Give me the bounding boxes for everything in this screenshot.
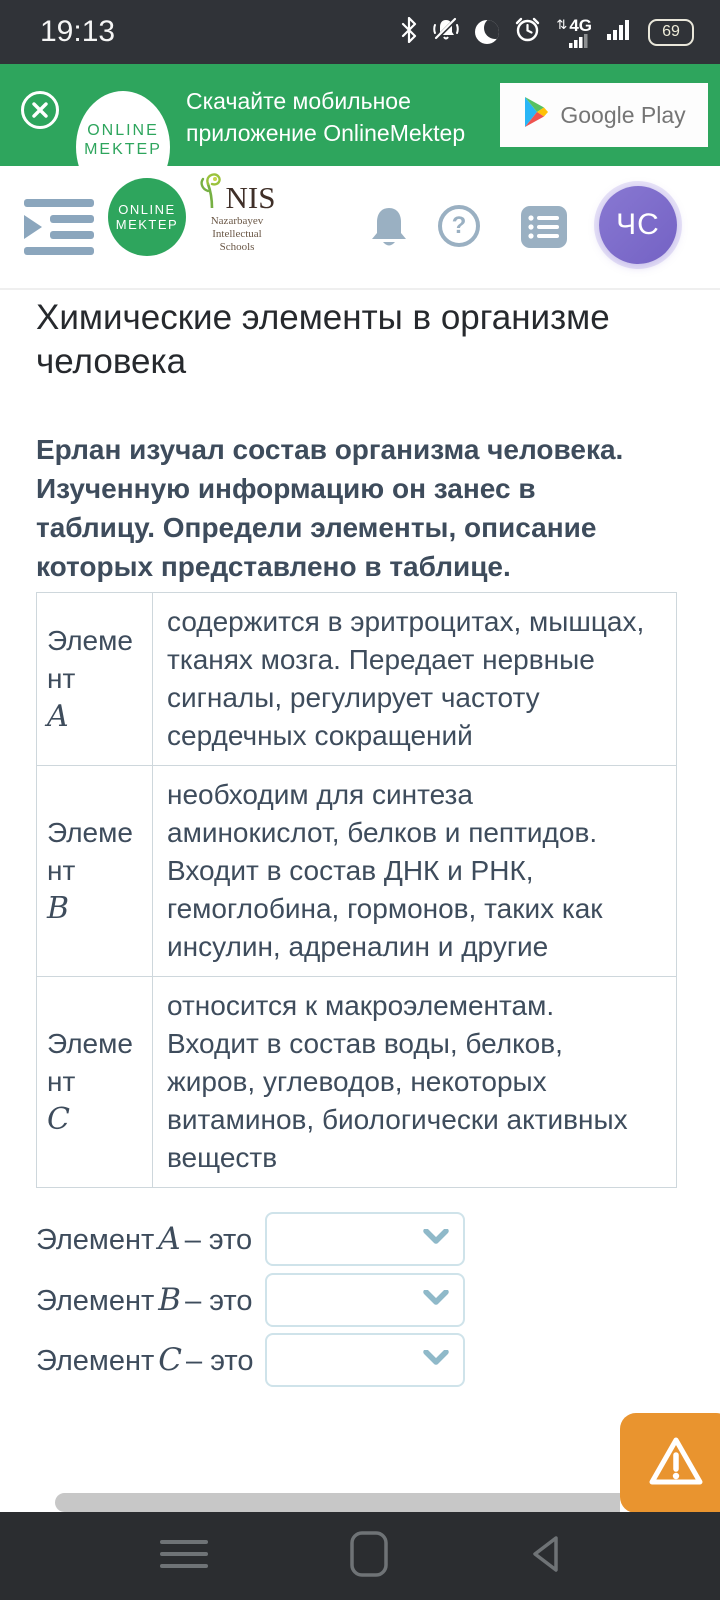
sidebar-toggle-icon[interactable] [24,199,94,260]
battery-icon [648,19,694,46]
answer-row-c [36,1333,684,1387]
element-a-dropdown[interactable] [265,1212,465,1266]
page-title: Химические элементы в организме человека [36,298,610,381]
night-mode-icon [475,20,499,44]
element-a-cell: Элемент A [37,593,153,766]
alarm-icon [514,16,541,48]
task-description: Ерлан изучал состав организма человека. Изученную информацию он занес в таблицу. Определи элементы, описание которых представлено в таблице. [36,434,624,582]
nis-sprout-icon [199,172,225,213]
avatar-initials: ЧС [616,208,660,241]
app-header [0,166,720,290]
table-row [37,593,677,766]
vibrate-off-icon [432,17,460,48]
answer-label: Элемент A – это [36,1221,253,1257]
element-c-dropdown[interactable] [265,1333,465,1387]
chevron-down-icon [423,1229,449,1249]
horizontal-scrollbar[interactable] [55,1493,620,1512]
chevron-down-icon [423,1290,449,1310]
answer-row-b [36,1273,684,1327]
signal-strength-icon [607,20,633,45]
status-bar [0,0,720,64]
answer-label: Элемент B – это [36,1282,253,1318]
app-download-banner [0,64,720,166]
google-play-button[interactable] [500,83,708,147]
element-c-cell: Элемент C [37,977,153,1188]
warning-triangle-icon [647,1434,705,1493]
help-icon[interactable]: ? [438,205,480,247]
nav-home-icon[interactable] [349,1530,389,1583]
network-4g-icon: ⇅ 4G [556,17,592,48]
element-a-description: содержится в эритроцитах, мышцах, тканях мозга. Передает нервные сигналы, регулирует частоту сердечных сокращений [153,593,677,766]
table-row [37,977,677,1188]
user-avatar[interactable] [599,186,677,264]
element-b-cell: Элемент B [37,766,153,977]
table-row [37,766,677,977]
element-b-dropdown[interactable] [265,1273,465,1327]
close-icon[interactable] [21,91,59,129]
onlinemektep-logo: ONLINE MEKTEP [76,91,170,166]
report-problem-button[interactable] [620,1413,720,1513]
chevron-down-icon [423,1350,449,1370]
battery-level: 69 [662,23,680,40]
google-play-label: Google Play [560,101,686,128]
android-nav-bar [0,1512,720,1600]
nav-back-icon[interactable] [530,1534,560,1579]
google-play-icon [522,96,550,134]
clock: 19:13 [40,15,116,48]
banner-message: Скачайте мобильное приложение OnlineMektep [186,88,466,146]
nav-menu-icon[interactable] [160,1540,208,1573]
status-icons [401,16,694,48]
bluetooth-icon [401,17,417,48]
answer-row-a [36,1212,684,1266]
bell-icon[interactable] [368,204,410,255]
nis-logo: NIS Nazarbayev Intellectual Schools [192,172,282,254]
elements-table [36,592,677,1188]
onlinemektep-home-logo[interactable]: ONLINE MEKTEP [108,178,186,256]
answer-label: Элемент C – это [36,1342,254,1378]
tasks-list-icon[interactable] [521,206,567,253]
element-c-description: относится к макроэлементам. Входит в состав воды, белков, жиров, углеводов, некоторых витаминов, биологически активных веществ [153,977,677,1188]
element-b-description: необходим для синтеза аминокислот, белков и пептидов. Входит в состав ДНК и РНК, гемоглобина, гормонов, таких как инсулин, адреналин и другие [153,766,677,977]
